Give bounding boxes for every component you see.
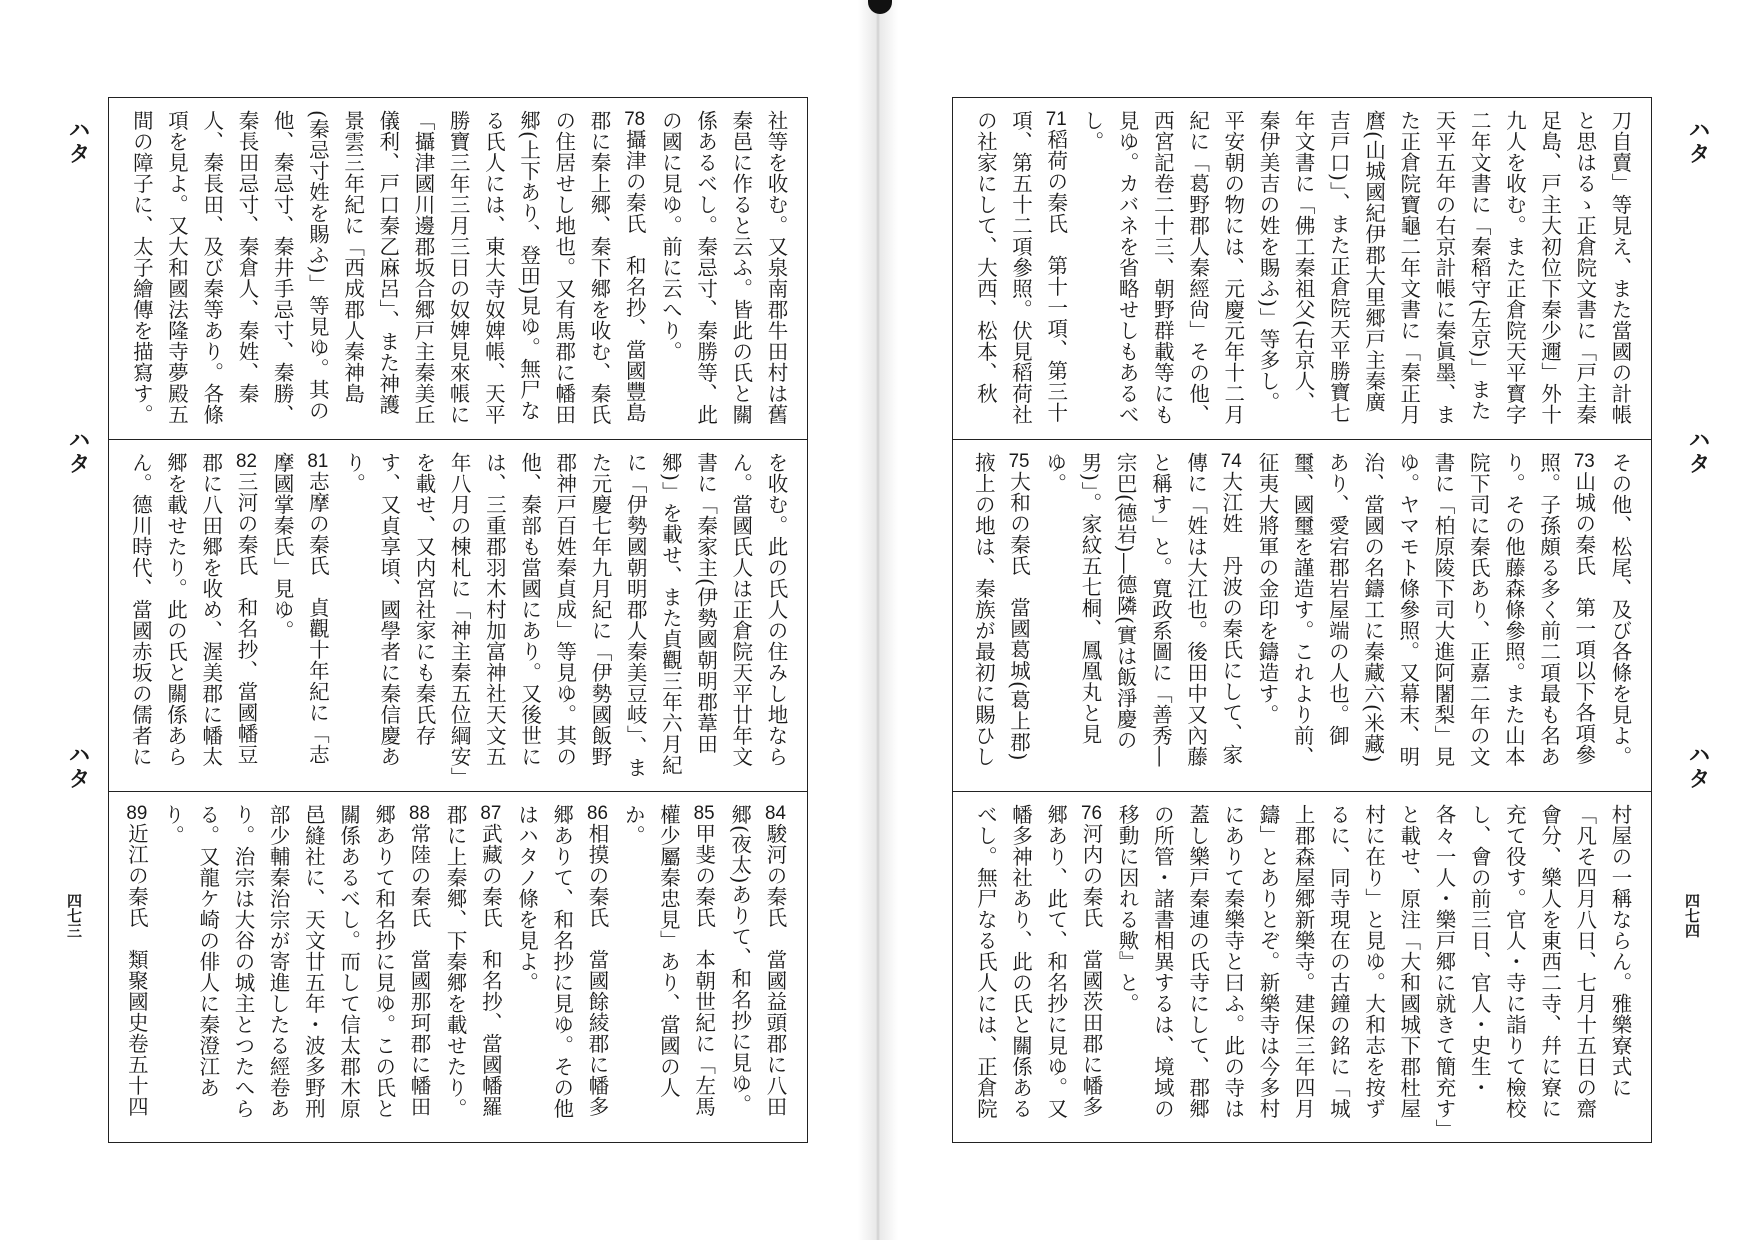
entry-number: 81 — [307, 452, 329, 471]
header-mark: ハタ — [1685, 118, 1710, 166]
entry-number: 75 — [1008, 452, 1030, 471]
tier-text: 社等を收む。又泉南郡牛田村は舊秦邑に作ると云ふ。皆此の氏と關係あるべし。秦忌寸、秦勝等、此の國に見ゆ。前に云へり。 78攝津の秦氏 和名抄、當國豐島郡に秦上郷、秦下郷を收む、秦氏の住居せし地也。又有馬郡に幡田郷(上下あり、登田)見ゆ。無尸なる氏人には、東大寺奴婢帳、天平勝寶三年三月三日の奴婢見來帳に「攝津國川邊郡坂合郷戸主秦美丘儀利、戸口秦乙麻呂」、また神護景雲三年紀に「西成郡人秦神島(秦忌寸姓を賜ふ)」等見ゆ。其の他、秦忌寸、秦井手忌寸、秦勝、秦長田忌寸、秦倉人、秦姓、秦人、秦長田、及び秦等あり。各條項を見よ。又大和國法隆寺夢殿五間の障子に、太子繪傳を描寫す。 — [129, 110, 788, 425]
text-tier — [953, 440, 1651, 792]
entry-number: 76 — [1081, 804, 1102, 823]
entry-number: 86 — [587, 804, 608, 823]
entry-number: 82 — [236, 452, 257, 471]
tier-text: 刀自賣」等見え、また當國の計帳と思はるゝ正倉院文書に「戸主秦足島、戸主大初位下秦少邇」外十九人を收む。また正倉院天平寳字二年文書に「秦稻守(左京)」また天平五年の右京計帳に秦眞墨、また正倉院寶龜二年文書に「秦正月麿(山城國紀伊郡大里郷戸主秦廣吉戸口)」、また正倉院天平勝寶七年文書に「佛工秦祖父(右京人、秦伊美吉の姓を賜ふ)」等多し。平安朝の物には、元慶元年十二月紀に「葛野郡人秦經尙」その他、西宮記卷二十三、朝野群載等にも見ゆ。カバネを省略せしもあるべし。 71稻荷の秦氏 第十一項、第三十項、第五十二項參照。伏見稻荷社の社家にして、大西、松本、秋 — [973, 110, 1632, 425]
header-mark: ハタ — [65, 743, 90, 791]
entry-number: 87 — [480, 804, 502, 823]
header-mark: ハタ — [65, 118, 90, 166]
header-mark: ハタ — [1685, 743, 1710, 791]
text-tier — [109, 440, 807, 792]
tier-text: を收む。此の氏人の住みし地ならん。當國氏人は正倉院天平廿年文書に「秦家主(伊勢國朝明郡葦田郷)」を載せ、また貞觀三年六月紀に「伊勢國朝明郡人秦美豆岐」、また元慶七年九月紀に「伊勢國飯野郡神戸百姓秦貞成」等見ゆ。其の他、秦部も當國にあり。又後世には、三重郡羽木村加富神社天文五年八月の棟札に「神主秦五位綱安」を載せ、又内宮社家にも秦氏存す、又貞享頃、國學者に秦信慶あり。 81志摩の秦氏 貞觀十年紀に「志摩國掌秦氏」見ゆ。 82三河の秦氏 和名抄、當國幡豆郡に八田郷を收め、渥美郡に幡太郷を載せたり。此の氏と關係あらん。德川時代、當國赤坂の儒者に — [128, 452, 788, 778]
entry-number: 73 — [1573, 452, 1595, 471]
text-tier — [109, 792, 807, 1142]
text-tier — [953, 98, 1651, 440]
tier-text: 村屋の一稱ならん。雅樂寮式に「凡そ四月八日、七月十五日の齋會分、樂人を東西二寺、幷に寮に充て役す。官人・寺に詣りて檢校し、會の前三日、官人・史生・各々一人・樂戸郷に就きて簡充す」と載せ、原注「大和國城下郡杜屋村に在り」と見ゆ。大和志を按ずるに、同寺現在の古鐘の銘に「城上郡森屋郷新樂寺。建保三年四月鑄」とありとぞ。新樂寺は今多村にありて秦樂寺と曰ふ。此の寺は蓋し樂戸秦連の氏寺にして、郡郷の所管・諸書相異するは、境域の移動に因れる歟』と。 76河内の秦氏 當國茨田郡に幡多郷あり、此て、和名抄に見ゆ。又幡多神社あり、此の氏と關係あるべし。無尸なる氏人には、正倉院 — [973, 804, 1632, 1130]
entry-number: 78 — [624, 110, 646, 129]
entry-number: 85 — [693, 804, 715, 823]
page-number: 四七四 — [1683, 893, 1701, 938]
right-page — [876, 0, 1752, 1240]
tier-text: その他、松尾、及び各條を見よ。 73山城の秦氏 第一項以下各項參照。子孫頗る多く前二項最も名あり。その他藤森條參照。また山本院下司に秦氏あり、正嘉二年の文書に「柏原陵下司大進阿闍梨」見ゆ。ヤマモト條參照。又幕末、明治、當國の名鑄工に秦藏六(米藏)あり、愛宕郡岩屋端の人也。御璽、國璽を謹造す。これより前、征夷大將軍の金印を鑄造す。 74大江姓 丹波の秦氏にして、家傳に「姓は大江也。後田中又內藤と稱す」と。寬政系圖に「善秀―宗巴(德岩)―德隣(實は飯淨慶の男)」。家紋五七桐、鳳凰丸と見ゆ。 75大和の秦氏 當國葛城(葛上郡)掖上の地は、秦族が最初に賜ひし — [971, 452, 1632, 767]
page-number: 四七三 — [65, 893, 83, 938]
entry-number: 71 — [1045, 110, 1067, 129]
text-frame — [952, 97, 1652, 1143]
entry-number: 74 — [1220, 452, 1242, 471]
text-tier — [109, 98, 807, 440]
entry-number: 88 — [409, 804, 430, 823]
text-tier — [953, 792, 1651, 1142]
entry-number: 84 — [765, 804, 786, 823]
header-mark: ハタ — [65, 428, 90, 476]
tier-text: 84駿河の秦氏 當國益頭郡に八田郷(夜太)ありて、和名抄に見ゆ。 85甲斐の秦氏 本朝世紀に「左馬權少屬秦忠見」あり、當國の人か。 86相摸の秦氏 當國餘綾郡に幡多郷ありて、和名抄に見ゆ。その他はハタノ條を見よ。 87武藏の秦氏 和名抄、當國幡羅郡に上秦郷、下秦郷を載せたり。 88常陸の秦氏 當國那珂郡に幡田郷ありて和名抄に見ゆ。この氏と關係あるべし。而して信太郡木原邑縫社に、天文廿五年・波多野刑部少輔秦治宗が寄進したる經卷あり。治宗は大谷の城主とつたへらる。又龍ケ崎の俳人に秦澄江あり。 89近江の秦氏 類聚國史卷五十四 — [124, 804, 787, 1119]
entry-number: 89 — [126, 804, 148, 823]
text-frame — [108, 97, 808, 1143]
header-mark: ハタ — [1685, 428, 1710, 476]
